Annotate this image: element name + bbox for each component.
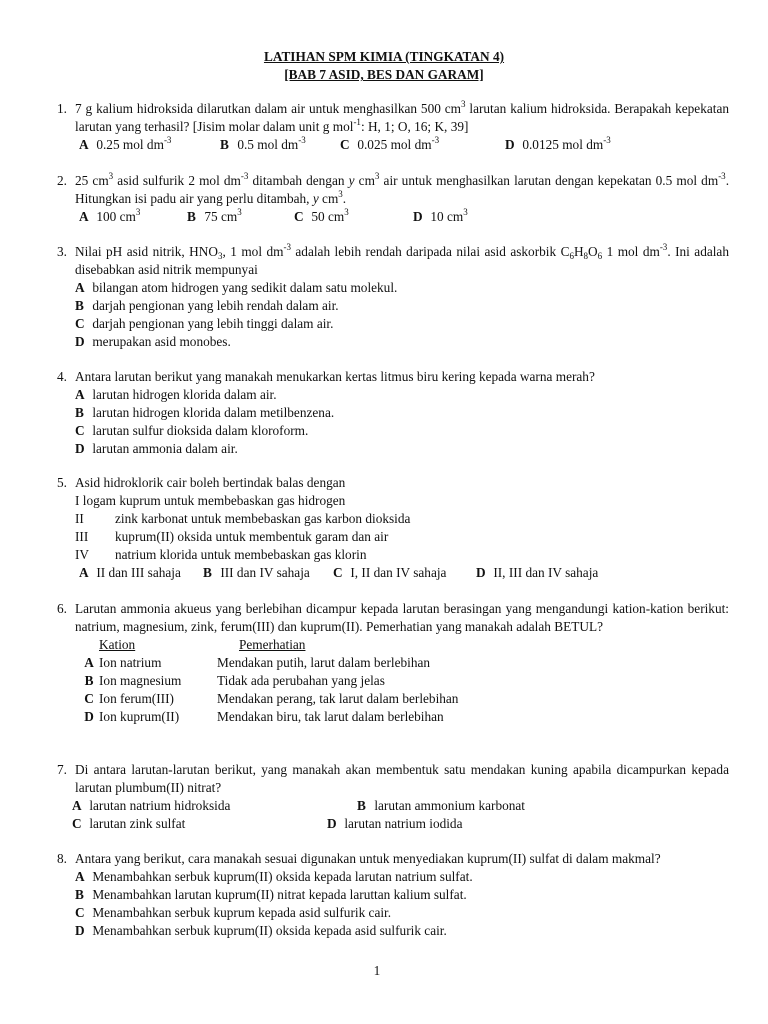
question-text: 7 g kalium hidroksida dilarutkan dalam air untuk menghasilkan 500 $cm^3$ larutan kalium hidroksida. Berapakah kepekatan larutan yang terhasil? [Jisim molar dalam unit g mol$^{-1}$: H, 1; O, 16; K, 39] (75, 99, 729, 134)
question-number: 5. (57, 475, 67, 490)
option-d[interactable]: D merupakan asid monobes. (75, 334, 231, 349)
observation-table (79, 636, 458, 726)
option-d[interactable]: D larutan ammonia dalam air. (75, 441, 238, 456)
table-row[interactable]: D Ion kuprum(II) Mendakan biru, tak larut dalam berlebihan (84, 709, 444, 724)
question-number: 3. (57, 244, 67, 259)
option-a[interactable]: A 100 $cm^3$ (79, 207, 141, 224)
answer-options (75, 136, 729, 154)
question-number: 2. (57, 173, 67, 188)
page-number: 1 (373, 963, 381, 978)
option-a[interactable]: A II dan III sahaja (79, 565, 181, 580)
option-c[interactable]: C larutan sulfur dioksida dalam kloroform. (75, 423, 309, 438)
option-b[interactable]: B larutan ammonium karbonat (357, 798, 525, 813)
column-header-pemerhatian: Pemerhatian (239, 637, 306, 652)
option-d[interactable]: D Menambahkan serbuk kuprum(II) oksida kepada asid sulfurik cair. (75, 923, 447, 938)
statement-i: I logam kuprum untuk membebaskan gas hidrogen (75, 493, 346, 508)
question-6 (57, 600, 729, 726)
answer-options (75, 564, 729, 582)
question-2 (57, 172, 729, 226)
option-b[interactable]: B III dan IV sahaja (203, 565, 310, 580)
statement-iv: IV natrium klorida untuk membebaskan gas klorin (75, 547, 367, 562)
option-c[interactable]: C darjah pengionan yang lebih tinggi dalam air. (75, 316, 334, 331)
option-b[interactable]: B Menambahkan larutan kuprum(II) nitrat kepada laruttan kalium sulfat. (75, 887, 467, 902)
option-a[interactable]: A Menambahkan serbuk kuprum(II) oksida kepada larutan natrium sulfat. (75, 869, 473, 884)
question-number: 1. (57, 101, 67, 116)
option-d[interactable]: D larutan natrium iodida (327, 816, 463, 831)
option-d[interactable]: D 10 $cm^3$ (413, 207, 468, 224)
question-1 (57, 100, 729, 154)
table-row[interactable]: B Ion magnesium Tidak ada perubahan yang jelas (84, 673, 385, 688)
option-c[interactable]: C Menambahkan serbuk kuprum kepada asid sulfurik cair. (75, 905, 392, 920)
answer-options (72, 815, 729, 833)
answer-options (75, 208, 729, 226)
column-header-kation: Kation (99, 637, 136, 652)
option-d[interactable]: D 0.0125 mol $dm^{-3}$ (505, 135, 611, 152)
statement-iii: III kuprum(II) oksida untuk membentuk garam dan air (75, 529, 389, 544)
question-text: Antara yang berikut, cara manakah sesuai digunakan untuk menyediakan kuprum(II) sulfat di dalam makmal? (75, 851, 661, 866)
question-3 (57, 243, 729, 351)
option-b[interactable]: B larutan hidrogen klorida dalam metilbenzena. (75, 405, 335, 420)
question-text: Di antara larutan-larutan berikut, yang manakah akan membentuk satu mendakan kuning apabila dicampurkan kepada larutan plumbum(II) nitrat? (75, 762, 729, 795)
question-text: 25 $cm^3$ asid sulfurik 2 mol $dm^{-3}$ ditambah dengan y $cm^3$ air untuk menghasilkan larutan dengan kepekatan 0.5 mol $dm^{-3}$. Hitungkan isi padu air yang perlu ditambah, y $cm^3$. (75, 171, 730, 206)
question-text: Asid hidroklorik cair boleh bertindak balas dengan (75, 475, 346, 490)
question-8 (57, 850, 729, 940)
question-number: 6. (57, 601, 67, 616)
option-a[interactable]: A 0.25 mol $dm^{-3}$ (79, 135, 172, 152)
table-row[interactable]: A Ion natrium Mendakan putih, larut dalam berlebihan (84, 655, 431, 670)
table-row[interactable]: C Ion ferum(III) Mendakan perang, tak larut dalam berlebihan (84, 691, 459, 706)
option-c[interactable]: C 0.025 mol $dm^{-3}$ (340, 135, 440, 152)
question-text: Antara larutan berikut yang manakah menukarkan kertas litmus biru kering kepada warna merah? (75, 369, 595, 384)
question-number: 4. (57, 369, 67, 384)
question-4 (57, 368, 729, 458)
option-b[interactable]: B darjah pengionan yang lebih rendah dalam air. (75, 298, 339, 313)
option-c[interactable]: C I, II dan IV sahaja (333, 565, 447, 580)
option-d[interactable]: D II, III dan IV sahaja (476, 565, 599, 580)
option-a[interactable]: A bilangan atom hidrogen yang sedikit dalam satu molekul. (75, 280, 398, 295)
question-text: Nilai pH asid nitrik, $HNO_3$, 1 mol $dm^{-3}$ adalah lebih rendah daripada nilai asid askorbik $C_6H_8O_6$ 1 mol $dm^{-3}$. Ini adalah disebabkan asid nitrik mempunyai (75, 242, 729, 277)
chapter-title: [BAB 7 ASID, BES DAN GARAM] (284, 67, 484, 82)
option-a[interactable]: A larutan natrium hidroksida (72, 798, 231, 813)
option-b[interactable]: B 75 $cm^3$ (187, 207, 242, 224)
option-a[interactable]: A larutan hidrogen klorida dalam air. (75, 387, 277, 402)
question-text: Larutan ammonia akueus yang berlebihan dicampur kepada larutan berasingan yang mengandungi kation-kation berikut: natrium, magnesium, zink, ferum(III) dan kuprum(II). Pemerhatian yang manakah adalah BETUL? (75, 601, 729, 634)
question-7 (57, 761, 729, 833)
question-5 (57, 474, 729, 582)
table-header (79, 636, 458, 654)
question-number: 8. (57, 851, 67, 866)
worksheet-title: LATIHAN SPM KIMIA (TINGKATAN 4) (263, 49, 505, 64)
statement-ii: II zink karbonat untuk membebaskan gas karbon dioksida (75, 511, 411, 526)
option-b[interactable]: B 0.5 mol $dm^{-3}$ (220, 135, 306, 152)
answer-options (72, 797, 729, 815)
question-number: 7. (57, 762, 67, 777)
option-c[interactable]: C 50 $cm^3$ (294, 207, 349, 224)
option-c[interactable]: C larutan zink sulfat (72, 816, 186, 831)
